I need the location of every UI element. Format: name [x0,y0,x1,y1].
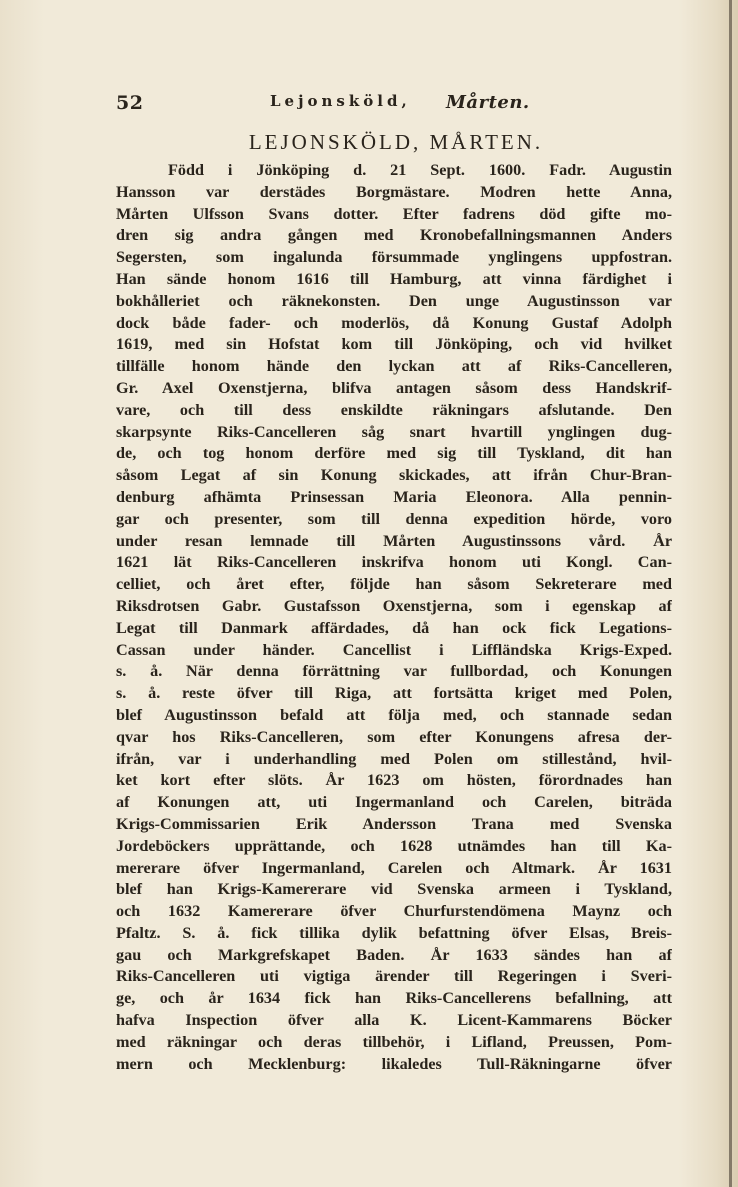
text-line: Riksdrotsen Gabr. Gustafsson Oxenstjerna, som i egenskap af [116,596,672,615]
text-line: gau och Markgrefskapet Baden. År 1633 sändes han af [116,945,672,964]
text-line: dren sig andra gången med Kronobefallningsmannen Anders [116,226,672,245]
text-line: med räkningar och deras tillbehör, i Lifland, Preussen, Pom- [116,1032,672,1051]
text-line: Född i Jönköping d. 21 Sept. 1600. Fadr. Augustin [168,161,672,179]
text-line: vare, och till dess enskildte räkningars afslutande. Den [116,400,672,419]
text-line: under resan lemnade till Mårten Augustinssons vård. År [116,531,672,550]
text-line: skarpsynte Riks-Cancelleren såg snart hvartill ynglingen dug- [116,422,672,441]
text-line: blef han Krigs-Kamererare vid Svenska armeen i Tyskland, [116,880,672,899]
text-line: 1621 lät Riks-Cancelleren inskrifva honom uti Kongl. Can- [116,553,672,572]
text-line: bokhålleriet och räknekonsten. Den unge Augustinsson var [116,291,672,310]
text-line: hafva Inspection öfver alla K. Licent-Kammarens Böcker [116,1011,672,1030]
text-line: celliet, och året efter, följde han såsom Sekreterare med [116,575,672,594]
text-line: ket kort efter slöts. År 1623 om hösten, förordnades han [116,771,672,790]
text-line: ifrån, var i underhandling med Polen om stillestånd, hvil- [116,749,672,768]
text-line: såsom Legat af sin Konung skickades, att ifrån Chur-Bran- [116,466,672,485]
text-line: Legat till Danmark affärdades, då han ock fick Legations- [116,618,672,637]
text-line: Jordeböckers upprättande, och 1628 utnämdes han till Ka- [116,836,672,855]
text-line: af Konungen att, uti Ingermanland och Carelen, biträda [116,793,672,812]
page-edge-shadow [729,0,732,1187]
running-head-surname: Lejonsköld, [270,92,411,110]
text-line: qvar hos Riks-Cancelleren, som efter Konungens afresa der- [116,727,672,746]
text-line: Han sände honom 1616 till Hamburg, att vinna färdighet i [116,269,672,288]
text-line: Gr. Axel Oxenstjerna, blifva antagen såsom dess Handskrif- [116,378,672,397]
text-line: och 1632 Kamererare öfver Churfurstendömena Maynz och [116,902,672,921]
text-line: 1619, med sin Hofstat kom till Jönköping, och vid hvilket [116,335,672,354]
text-line: denburg afhämta Prinsessan Maria Eleonora. Alla pennin- [116,487,672,506]
text-line: s. å. När denna förrättning var fullbordad, och Konungen [116,662,672,681]
text-line: tillfälle honom hände den lyckan att af Riks-Cancelleren, [116,357,672,376]
text-line: de, och tog honom derföre med sig till Tyskland, dit han [116,444,672,463]
text-line: mern och Mecklenburg: likaledes Tull-Räkningarne öfver [116,1054,672,1073]
text-line: Cassan under händer. Cancellist i Liffländska Krigs-Exped. [116,640,672,659]
text-line: gar och presenter, som till denna expedition hörde, voro [116,509,672,528]
text-line: Hansson var derstädes Borgmästare. Modren hette Anna, [116,182,672,201]
text-line: blef Augustinsson befald att följa med, och stannade sedan [116,705,672,724]
text-line: Mårten Ulfsson Svans dotter. Efter fadrens död gifte mo- [116,204,672,223]
text-line: Pfaltz. S. å. fick tillika dylik befattning öfver Elsas, Breis- [116,923,672,942]
text-line: ge, och år 1634 fick han Riks-Cancellerens befallning, att [116,989,672,1008]
entry-body [116,160,672,1075]
entry-title: LEJONSKÖLD, MÅRTEN. [248,130,544,154]
text-line: Segersten, som ingalunda försummade ynglingens uppfostran. [116,248,672,267]
running-head [116,92,676,122]
running-head-firstname: Mårten. [446,92,530,113]
text-line: mererare öfver Ingermanland, Carelen och Altmark. År 1631 [116,858,672,877]
text-line: Riks-Cancelleren uti vigtiga ärender till Regeringen i Sveri- [116,967,672,986]
page-number: 52 [116,92,144,114]
text-line: s. å. reste öfver till Riga, att fortsätta kriget med Polen, [116,684,672,703]
text-line: dock både fader- och moderlös, då Konung Gustaf Adolph [116,313,672,332]
text-line: Krigs-Commissarien Erik Andersson Trana med Svenska [116,814,672,833]
